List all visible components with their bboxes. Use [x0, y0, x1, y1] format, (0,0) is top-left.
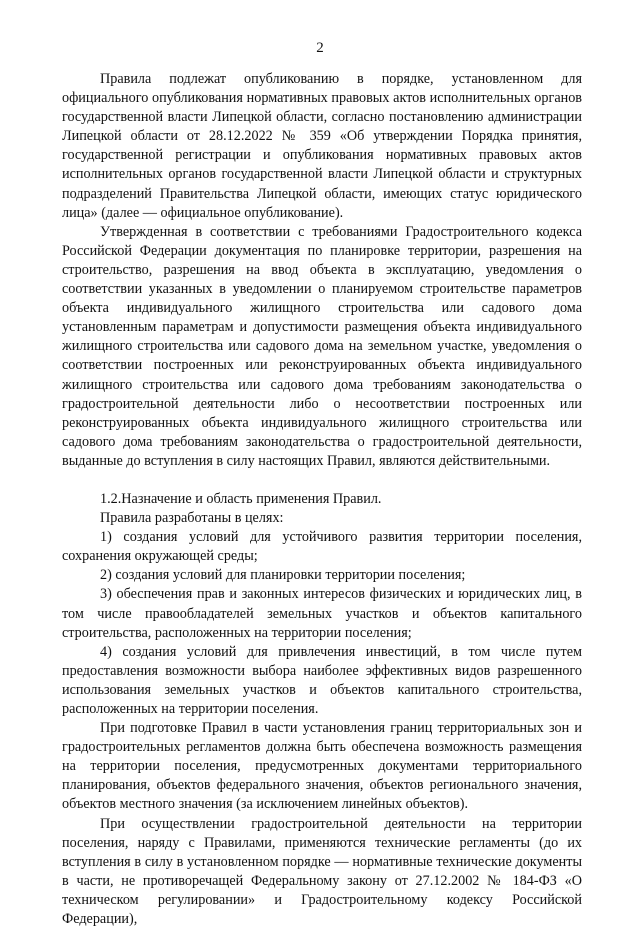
document-body — [62, 70, 582, 929]
paragraph-valid-documents: Утвержденная в соответствии с требованиями Градостроительного кодекса Российской Федерации документация по планировке территории, разрешения на строительство, разрешения на ввод объекта в эксплуатацию, уведомления о соответствии указанных в уведомлении о планируемом строительстве параметров объекта индивидуального жилищного строительства или садового дома установленным параметрам и допустимости размещения объекта индивидуального жилищного строительства или садового дома на земельном участке, уведомления о соответствии построенных или реконструированных объекта индивидуального жилищного строительства или садового дома требованиям законодательства о градостроительной деятельности либо о несоответствии построенных или реконструированных объекта индивидуального жилищного строительства или садового дома требованиям законодательства о градостроительной деятельности, выданные до вступления в силу настоящих Правил, являются действительными. — [62, 223, 582, 469]
paragraph-goals-intro: Правила разработаны в целях: — [100, 510, 284, 527]
section-heading-1-2: 1.2.Назначение и область применения Правил. — [100, 490, 382, 507]
paragraph-spacer — [62, 471, 582, 490]
paragraph-publication: Правила подлежат опубликованию в порядке, установленном для официального опубликования нормативных правовых актов исполнительных органов государственной власти Липецкой области, согласно постановлению администрации Липецкой области от 28.12.2022 № 359 «Об утверждении Порядка принятия, государственной регистрации и опубликования нормативных правовых актов исполнительных органов государственной власти Липецкой области и структурных подразделений Правительства Липецкой области, имеющих статус юридического лица» (далее — официальное опубликование). — [62, 71, 582, 221]
paragraph-technical-regulations: При осуществлении градостроительной деятельности на территории поселения, наряду с Правилами, применяются технические регламенты (до их вступления в силу в установленном порядке — нормативные технические документы в части, не противоречащей Федеральному закону от 27.12.2002 № 184-ФЗ «О техническом регулировании» и Градостроительному кодексу Российской Федерации), — [62, 815, 582, 928]
page-number: 2 — [316, 40, 324, 56]
list-item-goal-1: 1) создания условий для устойчивого развития территории поселения, сохранения окружающей среды; — [62, 529, 582, 565]
paragraph-zones-preparation: При подготовке Правил в части установления границ территориальных зон и градостроительных регламентов должна быть обеспечена возможность размещения на территории поселения, предусмотренных документами территориального планирования, объектов федерального значения, объектов регионального значения, объектов местного значения (за исключением линейных объектов). — [62, 720, 582, 813]
list-item-goal-3: 3) обеспечения прав и законных интересов физических и юридических лиц, в том числе правообладателей земельных участков и объектов капитального строительства, расположенных на территории поселения; — [62, 586, 582, 641]
list-item-goal-2: 2) создания условий для планировки территории поселения; — [100, 567, 466, 584]
list-item-goal-4: 4) создания условий для привлечения инвестиций, в том числе путем предоставления возможности выбора наиболее эффективных видов разрешенного использования земельных участков и объектов капитального строительства, расположенных на территории поселения. — [62, 643, 582, 717]
